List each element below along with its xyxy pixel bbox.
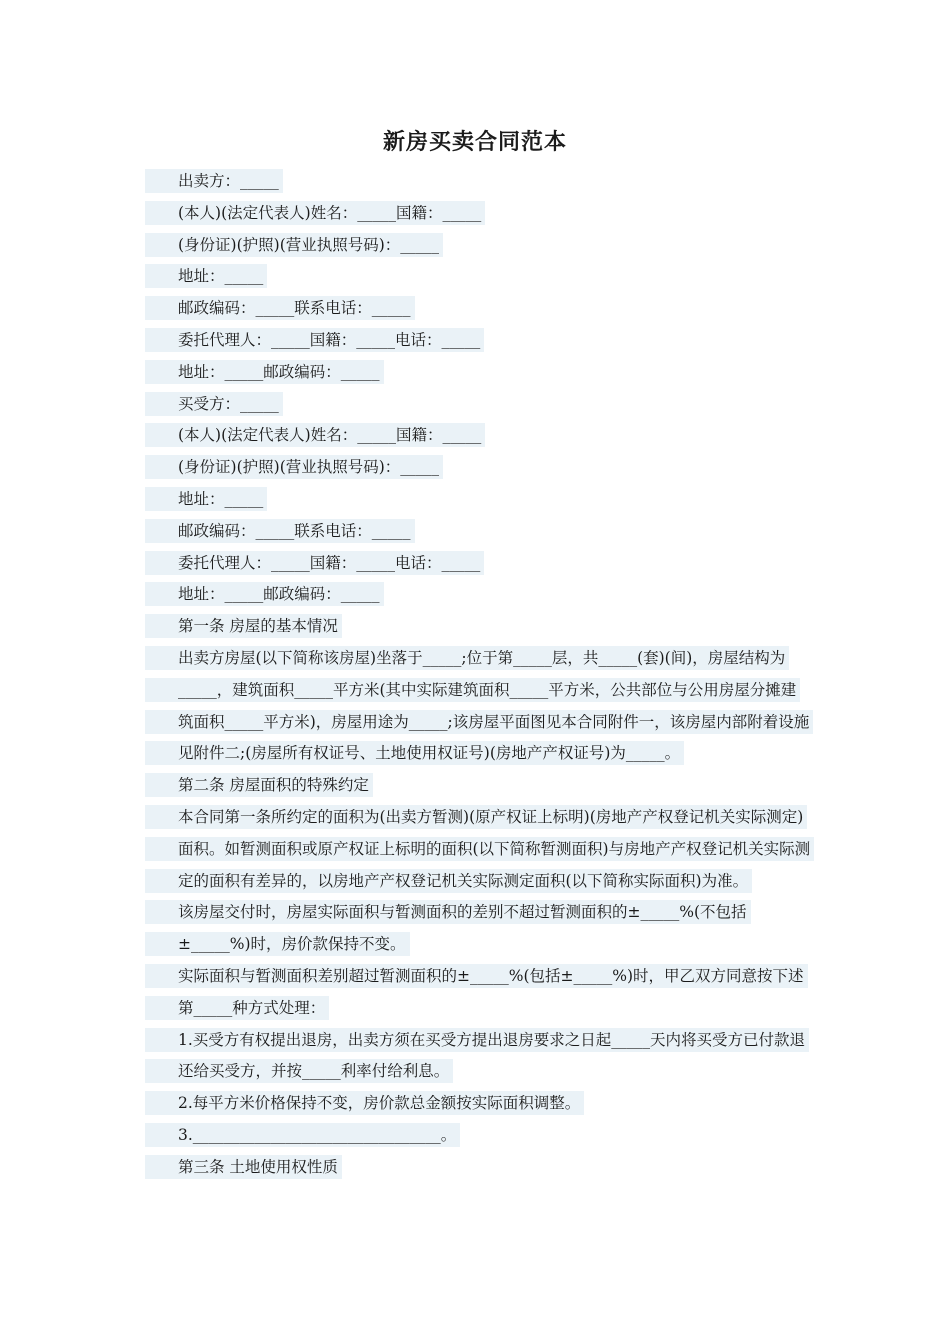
seller-postal-phone: 邮政编码：_____联系电话：_____ [145, 296, 415, 320]
buyer-line [145, 389, 811, 421]
article-2-paragraph-1 [145, 802, 811, 897]
article-2-text-1: 本合同第一条所约定的面积为(出卖方暂测)(原产权证上标明)(房地产产权登记机关实际测定)面积。如暂测面积或原产权证上标明的面积(以下简称暂测面积)与房地产产权登记机关实际测定的面积有差异的，以房地产产权登记机关实际测定面积(以下简称实际面积)为准。 [145, 805, 814, 893]
buyer-id-line [145, 452, 811, 484]
article-1-heading-line [145, 611, 811, 643]
article-2-text-2: 该房屋交付时，房屋实际面积与暂测面积的差别不超过暂测面积的±_____%(不包括±_____%)时，房价款保持不变。 [145, 900, 751, 956]
seller-id: (身份证)(护照)(营业执照号码)：_____ [145, 233, 443, 257]
article-3-heading-line [145, 1152, 811, 1184]
seller-name-line [145, 198, 811, 230]
option-3-text: 3.________________________________。 [145, 1123, 460, 1147]
option-3-paragraph [145, 1120, 811, 1152]
seller-agent: 委托代理人：_____国籍：_____电话：_____ [145, 328, 484, 352]
buyer-agent-address-line [145, 579, 811, 611]
buyer-postal-phone: 邮政编码：_____联系电话：_____ [145, 519, 415, 543]
article-2-heading: 第二条 房屋面积的特殊约定 [145, 773, 373, 797]
article-1-heading: 第一条 房屋的基本情况 [145, 614, 342, 638]
buyer-label: 买受方：_____ [145, 392, 283, 416]
document-body [145, 166, 811, 1184]
article-2-heading-line [145, 770, 811, 802]
option-1-text: 1.买受方有权提出退房，出卖方须在买受方提出退房要求之日起_____天内将买受方已付款退还给买受方，并按_____利率付给利息。 [145, 1028, 809, 1084]
seller-agent-address: 地址：_____邮政编码：_____ [145, 360, 384, 384]
seller-address-line [145, 261, 811, 293]
option-1-paragraph [145, 1025, 811, 1089]
document-title: 新房买卖合同范本 [382, 129, 567, 155]
seller-line [145, 166, 811, 198]
seller-label: 出卖方：_____ [145, 169, 283, 193]
article-2-text-3: 实际面积与暂测面积差别超过暂测面积的±_____%(包括±_____%)时，甲乙双方同意按下述第_____种方式处理： [145, 964, 808, 1020]
buyer-agent-address: 地址：_____邮政编码：_____ [145, 582, 384, 606]
buyer-id: (身份证)(护照)(营业执照号码)：_____ [145, 455, 443, 479]
article-2-paragraph-3 [145, 961, 811, 1025]
buyer-postal-line [145, 516, 811, 548]
option-2-paragraph [145, 1088, 811, 1120]
buyer-agent: 委托代理人：_____国籍：_____电话：_____ [145, 551, 484, 575]
buyer-name-line [145, 420, 811, 452]
article-2-paragraph-2 [145, 897, 811, 961]
seller-agent-address-line [145, 357, 811, 389]
seller-name: (本人)(法定代表人)姓名：_____国籍：_____ [145, 201, 485, 225]
article-3-heading: 第三条 土地使用权性质 [145, 1155, 342, 1179]
article-1-text: 出卖方房屋(以下简称该房屋)坐落于_____;位于第_____层，共_____(套)(间)，房屋结构为_____，建筑面积_____平方米(其中实际建筑面积_____平方米，公共部位与公用房屋分摊建筑面积_____平方米)，房屋用途为_____;该房屋平面图见本合同附件一，该房屋内部附着设施见附件二;(房屋所有权证号、土地使用权证号)(房地产产权证号)为_____。 [145, 646, 813, 765]
seller-address: 地址：_____ [145, 264, 267, 288]
option-2-text: 2.每平方米价格保持不变，房价款总金额按实际面积调整。 [145, 1091, 584, 1115]
buyer-name: (本人)(法定代表人)姓名：_____国籍：_____ [145, 423, 485, 447]
seller-id-line [145, 230, 811, 262]
article-1-paragraph [145, 643, 811, 770]
buyer-address: 地址：_____ [145, 487, 267, 511]
seller-agent-line [145, 325, 811, 357]
seller-postal-line [145, 293, 811, 325]
buyer-address-line [145, 484, 811, 516]
buyer-agent-line [145, 548, 811, 580]
